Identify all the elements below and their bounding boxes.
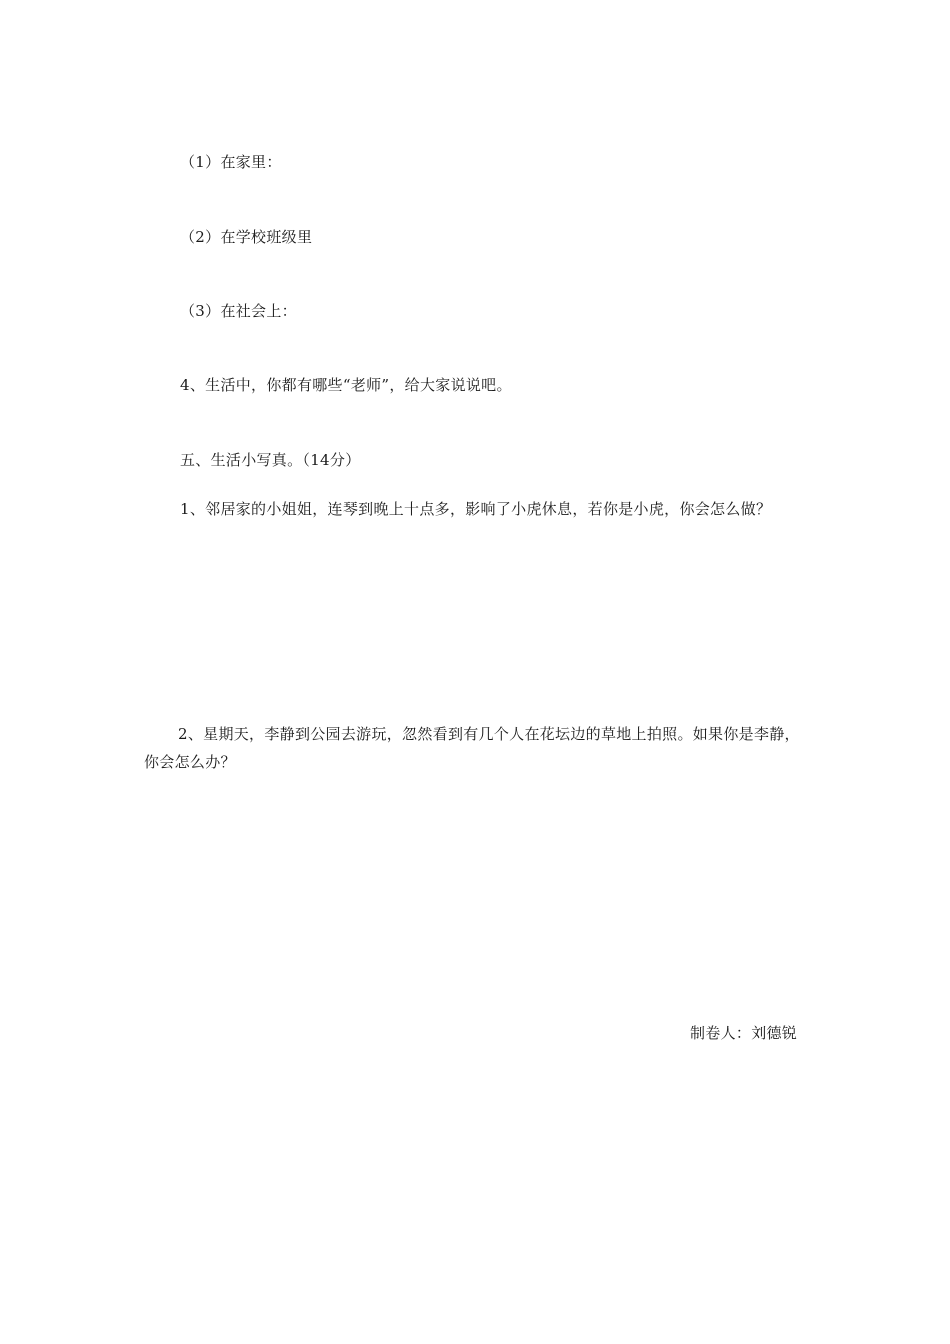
sub-question-home: （1）在家里： (180, 153, 282, 171)
sub-question-school-class: （2）在学校班级里 (180, 228, 313, 246)
section-5-heading: 五、生活小写真。（14分） (180, 451, 361, 469)
question-4: 4、生活中，你都有哪些“老师”，给大家说说吧。 (180, 376, 512, 394)
section-5-question-1: 1、邻居家的小姐姐，连琴到晚上十点多，影响了小虎休息，若你是小虎，你会怎么做？ (180, 500, 772, 518)
sub-question-society: （3）在社会上： (180, 302, 297, 320)
author-credit: 制卷人：刘德锐 (690, 1024, 798, 1042)
section-5-question-2: 2、星期天，李静到公园去游玩，忽然看到有几个人在花坛边的草地上拍照。如果你是李静，你会怎么办？ (144, 725, 800, 771)
